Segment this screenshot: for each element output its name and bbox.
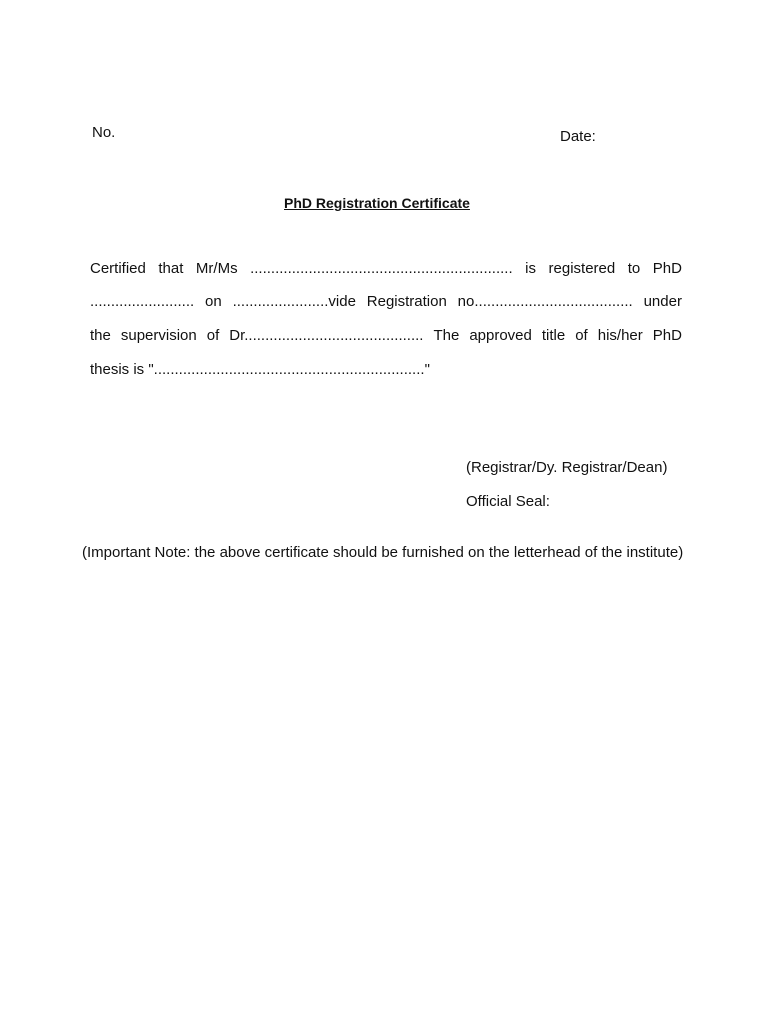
body-line-3 — [90, 327, 682, 345]
body-word: PhD — [652, 327, 682, 344]
body-word: that — [158, 260, 184, 277]
thesis-title-line: thesis is "................................................................." — [90, 361, 430, 378]
official-seal-label: Official Seal: — [466, 493, 550, 510]
body-word: Mr/Ms — [195, 260, 238, 277]
number-label: No. — [92, 124, 116, 141]
page-title: PhD Registration Certificate — [284, 195, 470, 211]
body-word: under — [643, 293, 682, 310]
body-line-2 — [90, 293, 682, 311]
body-word: the — [90, 327, 111, 344]
body-word: .......................vide — [232, 293, 356, 310]
body-line-1 — [90, 260, 682, 278]
supervisor-blank: Dr........................................... — [229, 327, 424, 344]
body-word: supervision — [120, 327, 197, 344]
body-word: Registration — [366, 293, 447, 310]
body-word: on — [205, 293, 222, 310]
registration-no-blank: no...................................... — [457, 293, 633, 310]
body-word: Certified — [90, 260, 146, 277]
body-word: of — [206, 327, 220, 344]
body-word: The — [433, 327, 460, 344]
body-word: to — [627, 260, 641, 277]
date-label: Date: — [560, 128, 596, 145]
body-word: approved — [469, 327, 532, 344]
body-word: of — [575, 327, 588, 344]
date-blank: ......................... — [90, 293, 195, 310]
important-note: (Important Note: the above certificate should be furnished on the letterhead of the institute) — [82, 544, 684, 561]
body-word: his/her — [597, 327, 643, 344]
name-blank: ............................................................... — [250, 260, 513, 277]
body-word: PhD — [652, 260, 682, 277]
body-word: title — [541, 327, 566, 344]
body-word: is — [525, 260, 537, 277]
body-word: registered — [548, 260, 616, 277]
signatory-designation: (Registrar/Dy. Registrar/Dean) — [466, 459, 668, 476]
